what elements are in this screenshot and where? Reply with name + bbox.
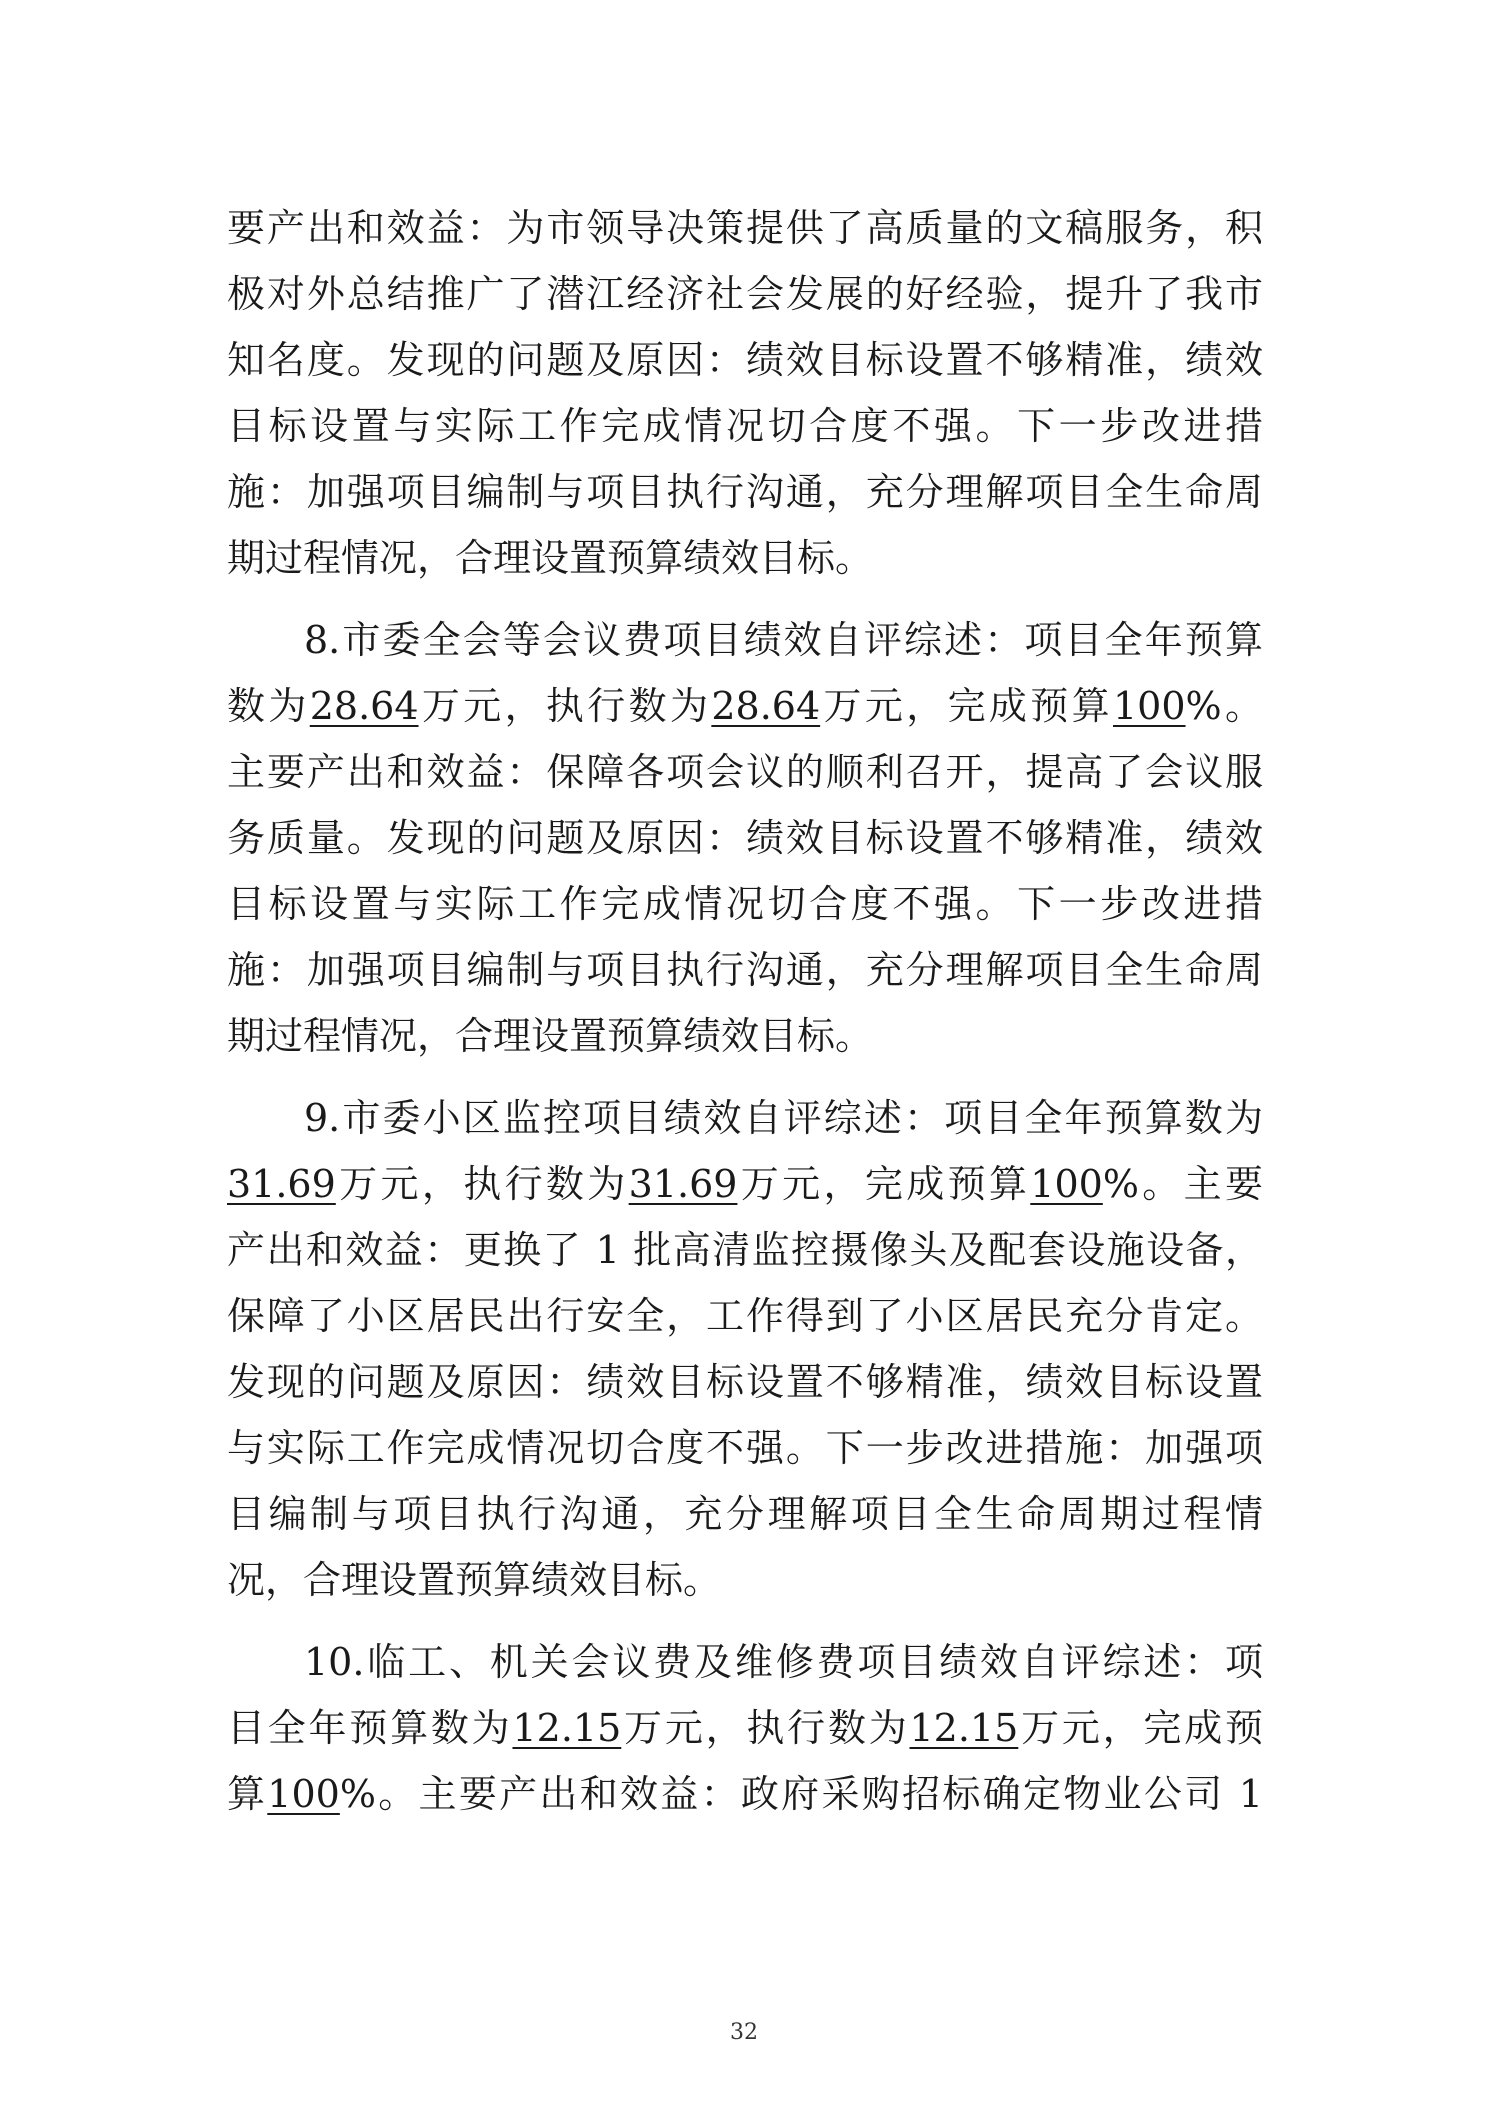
- item10-heading-line: 10.临工、机关会议费及维修费项目绩效自评综述：项: [304, 1640, 1263, 1684]
- body-text-line: 目标设置与实际工作完成情况切合度不强。下一步改进措: [227, 882, 1263, 926]
- item8-figures-line: [227, 673, 1263, 739]
- text-span: 万元，完成预算: [820, 684, 1113, 728]
- item10-rate-line: [227, 1761, 1263, 1827]
- body-text-line: 施：加强项目编制与项目执行沟通，充分理解项目全生命周: [227, 470, 1263, 514]
- text-span: 万元，完成预算: [737, 1162, 1031, 1206]
- text-span: 目全年预算数为: [227, 1706, 513, 1750]
- body-text-line: 况，合理设置预算绩效目标。: [227, 1558, 722, 1602]
- body-text-line: 发现的问题及原因：绩效目标设置不够精准，绩效目标设置: [227, 1360, 1263, 1404]
- body-text-line: 要产出和效益：为市领导决策提供了高质量的文稿服务，积: [227, 206, 1263, 250]
- completion-rate: 100: [1030, 1162, 1103, 1206]
- text-span: 万元，执行数为: [621, 1706, 910, 1750]
- completion-rate: 100: [1113, 684, 1186, 728]
- executed-amount: 28.64: [711, 684, 821, 728]
- body-text-line: 目编制与项目执行沟通，充分理解项目全生命周期过程情: [227, 1492, 1263, 1536]
- completion-rate: 100: [267, 1772, 340, 1816]
- text-span: 万元，执行数为: [418, 684, 712, 728]
- item9-figures-line: [227, 1151, 1263, 1217]
- body-text-line: 知名度。发现的问题及原因：绩效目标设置不够精准，绩效: [227, 338, 1263, 382]
- text-span: 数为: [227, 684, 310, 728]
- item9-heading-line: 9.市委小区监控项目绩效自评综述：项目全年预算数为: [304, 1096, 1263, 1140]
- text-span: %。主要产出和效益：政府采购招标确定物业公司 1: [339, 1772, 1263, 1816]
- item8-heading-line: 8.市委全会等会议费项目绩效自评综述：项目全年预算: [304, 618, 1263, 662]
- text-span: 算: [227, 1772, 268, 1816]
- body-text-line: 期过程情况，合理设置预算绩效目标。: [227, 536, 874, 580]
- page-number: 32: [730, 2020, 758, 2045]
- body-text-line: 极对外总结推广了潜江经济社会发展的好经验，提升了我市: [227, 272, 1263, 316]
- body-text-line: 务质量。发现的问题及原因：绩效目标设置不够精准，绩效: [227, 816, 1263, 860]
- budget-amount: 28.64: [309, 684, 419, 728]
- text-span: 万元，执行数为: [335, 1162, 629, 1206]
- item10-figures-line: [227, 1695, 1263, 1761]
- text-span: %。: [1185, 684, 1263, 728]
- text-span: 万元，完成预: [1018, 1706, 1263, 1750]
- budget-amount: 31.69: [227, 1162, 336, 1206]
- executed-amount: 31.69: [628, 1162, 738, 1206]
- body-text-line: 与实际工作完成情况切合度不强。下一步改进措施：加强项: [227, 1426, 1263, 1470]
- executed-amount: 12.15: [909, 1706, 1019, 1750]
- body-text-line: 主要产出和效益：保障各项会议的顺利召开，提高了会议服: [227, 750, 1263, 794]
- budget-amount: 12.15: [512, 1706, 622, 1750]
- body-text-line: 施：加强项目编制与项目执行沟通，充分理解项目全生命周: [227, 948, 1263, 992]
- body-text-line: 期过程情况，合理设置预算绩效目标。: [227, 1014, 874, 1058]
- body-text-line: 产出和效益：更换了 1 批高清监控摄像头及配套设施设备，: [227, 1228, 1263, 1272]
- text-span: %。主要: [1102, 1162, 1263, 1206]
- body-text-line: 目标设置与实际工作完成情况切合度不强。下一步改进措: [227, 404, 1263, 448]
- body-text-line: 保障了小区居民出行安全，工作得到了小区居民充分肯定。: [227, 1294, 1263, 1338]
